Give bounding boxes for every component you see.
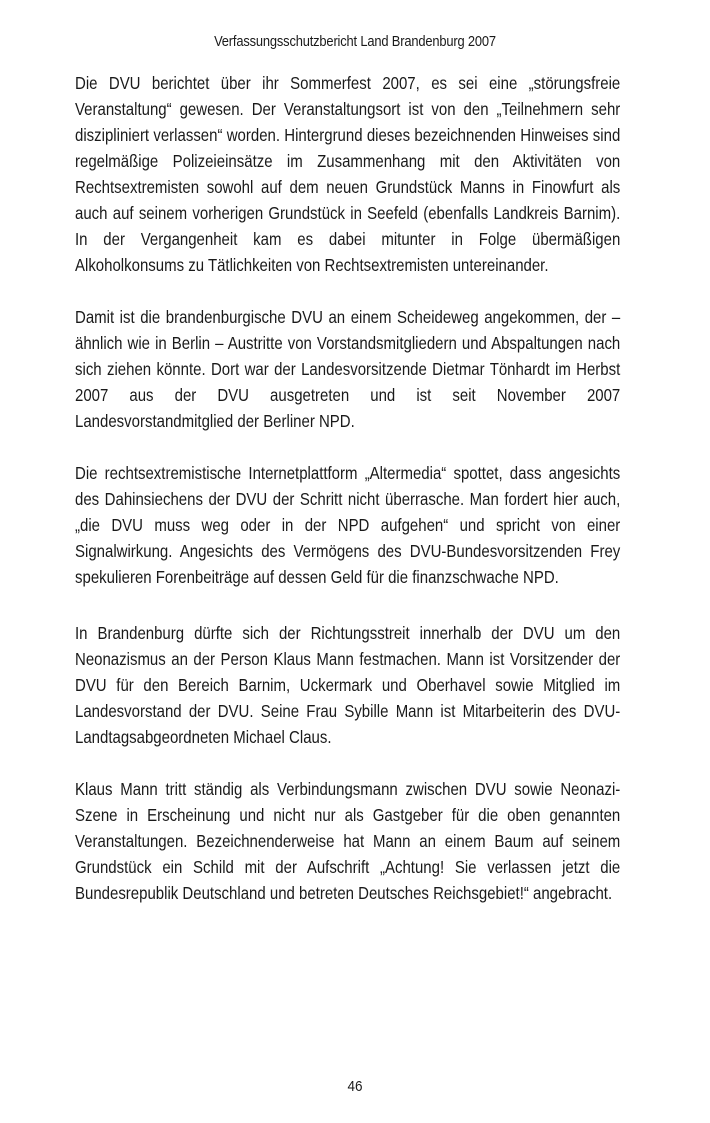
paragraph-scheideweg: Damit ist die brandenburgische DVU an einem Scheideweg angekommen, der – ähnlich wie in Berlin – Austritte von Vorstandsmitgliedern und Abspaltungen nach sich ziehen könnte. Dort war der Landesvorsitzende Dietmar Tönhardt im Herbst 2007 aus der DVU ausgetreten und ist seit November 2007 Landesvorstandmitglied der Berliner NPD. xyxy=(75,307,621,431)
paragraph-verbindungsmann: Klaus Mann tritt ständig als Verbindungsmann zwischen DVU sowie Neonazi-Szene in Erscheinung und nicht nur als Gastgeber für die oben genannten Veranstaltungen. Bezeichnenderweise hat Mann an einem Baum auf seinem Grundstück ein Schild mit der Aufschrift „Achtung! Sie verlassen jetzt die Bundesrepublik Deutschland und betreten Deutsches Reichsgebiet!“ angebracht. xyxy=(75,779,621,903)
running-header: Verfassungsschutzbericht Land Brandenburg 2007 xyxy=(214,33,496,50)
page-number: 46 xyxy=(347,1078,363,1095)
paragraph-altermedia: Die rechtsextremistische Internetplattform „Altermedia“ spottet, dass angesichts des Dahinsiechens der DVU der Schritt nicht überrasche. Man fordert hier auch, „die DVU muss weg oder in der NPD aufgehen“ und spricht von einer Signalwirkung. Angesichts des Vermögens des DVU-Bundesvorsitzenden Frey spekulieren Forenbeiträge auf dessen Geld für die finanzschwache NPD. xyxy=(75,463,621,587)
body-text xyxy=(75,70,620,906)
paragraph-sommerfest: Die DVU berichtet über ihr Sommerfest 2007, es sei eine „störungsfreie Veranstaltung“ gewesen. Der Veranstaltungsort ist von den „Teilnehmern sehr diszipliniert verlassen“ worden. Hintergrund dieses bezeichnenden Hinweises sind regelmäßige Polizeieinsätze im Zusammenhang mit den Aktivitäten von Rechtsextremisten sowohl auf dem neuen Grundstück Manns in Finowfurt als auch auf seinem vorherigen Grundstück in Seefeld (ebenfalls Landkreis Barnim). In der Vergangenheit kam es dabei mitunter in Folge übermäßigen Alkoholkonsums zu Tätlichkeiten von Rechtsextremisten untereinander. xyxy=(75,73,621,275)
paragraph-richtungsstreit: In Brandenburg dürfte sich der Richtungsstreit innerhalb der DVU um den Neonazismus an der Person Klaus Mann festmachen. Mann ist Vorsitzender der DVU für den Bereich Barnim, Uckermark und Oberhavel sowie Mitglied im Landesvorstand der DVU. Seine Frau Sybille Mann ist Mitarbeiterin des DVU-Landtagsabgeordneten Michael Claus. xyxy=(75,623,621,747)
